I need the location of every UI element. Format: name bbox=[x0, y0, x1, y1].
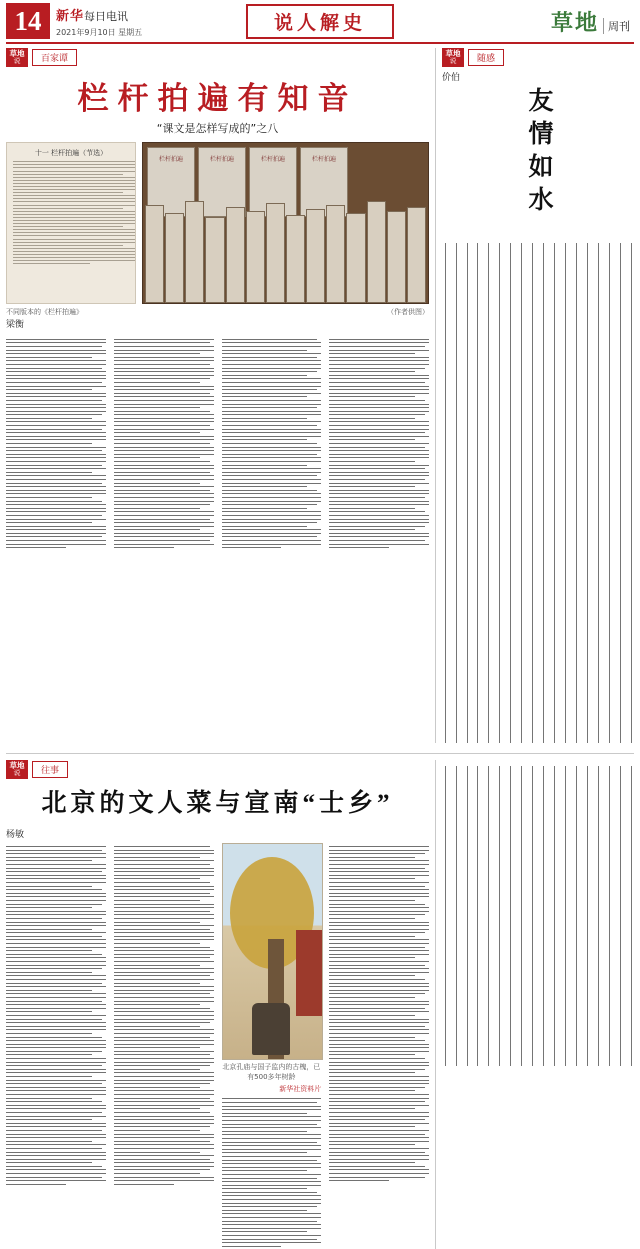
article1-section-tag bbox=[6, 48, 429, 67]
flag-top-label: 草地 bbox=[9, 761, 25, 771]
page-body bbox=[6, 48, 634, 1249]
zone-lower bbox=[6, 753, 634, 1249]
article-wenRenCai bbox=[6, 760, 429, 1249]
article1-columns bbox=[6, 336, 429, 551]
book-cover: 栏杆拍遍 bbox=[300, 147, 348, 217]
zone-upper bbox=[6, 48, 634, 743]
book-cover: 栏杆拍遍 bbox=[249, 147, 297, 217]
temple-wall bbox=[296, 930, 322, 1016]
flag-top-label: 草地 bbox=[9, 49, 25, 58]
article1-column-1 bbox=[6, 336, 106, 551]
page-number: 14 bbox=[6, 3, 50, 39]
flag-icon bbox=[6, 48, 28, 67]
figure-caption-left: 不同版本的《栏杆拍遍》 bbox=[6, 308, 83, 317]
article2-headline: 北京的文人菜与宣南“士乡” bbox=[41, 790, 394, 818]
manuscript-title: 十一 栏杆拍遍（节选） bbox=[34, 149, 108, 158]
flag-bottom-label: 说 bbox=[449, 56, 457, 65]
books-photo bbox=[142, 142, 429, 304]
flag-top-label: 草地 bbox=[445, 49, 461, 58]
logo-main: 新华 bbox=[56, 8, 85, 24]
article2-column-1 bbox=[6, 843, 106, 1249]
supplement-brand bbox=[551, 6, 630, 37]
article1-column-label: 百家谭 bbox=[32, 49, 77, 66]
flag-bottom-label: 说 bbox=[13, 769, 21, 778]
masthead-brand bbox=[56, 5, 142, 38]
book-cover: 栏杆拍遍 bbox=[147, 147, 195, 217]
article3-headline: 友情如水 bbox=[525, 87, 552, 220]
article2-byline: 杨敏 bbox=[6, 830, 25, 841]
masthead bbox=[6, 0, 634, 44]
article-youQingRuShui bbox=[435, 48, 634, 743]
manuscript-text-lines bbox=[7, 161, 135, 264]
article1-headline: 栏杆拍遍有知音 bbox=[77, 81, 358, 117]
supplement-name: 草地 bbox=[550, 9, 599, 35]
logo-sub: 每日电讯 bbox=[84, 9, 129, 23]
article2-column-label: 往事 bbox=[32, 761, 68, 778]
article2-section-tag bbox=[6, 760, 429, 779]
figure-caption-right: （作者供图） bbox=[387, 308, 429, 317]
article1-column-4 bbox=[329, 336, 429, 551]
article1-figure bbox=[6, 142, 429, 304]
manuscript-photo bbox=[6, 142, 136, 304]
newspaper-logo bbox=[56, 5, 142, 24]
bookshelf bbox=[143, 199, 428, 303]
article3-section-tag bbox=[442, 48, 634, 67]
article3-vertical-text bbox=[442, 243, 634, 743]
article1-byline: 梁衡 bbox=[6, 320, 25, 331]
article3-continued bbox=[435, 760, 634, 1249]
flag-icon bbox=[6, 760, 28, 779]
article2-photo-credit: 新华社资料片 bbox=[279, 1085, 322, 1094]
article3-subtag: 价伯 bbox=[442, 73, 461, 84]
article2-column-4 bbox=[329, 843, 429, 1249]
article3-vertical-text-continued bbox=[442, 766, 634, 1066]
article1-column-3 bbox=[222, 336, 322, 551]
flag-bottom-label: 说 bbox=[13, 56, 21, 65]
ancient-tree-photo bbox=[222, 843, 324, 1060]
supplement-weekly: 周刊 bbox=[603, 18, 630, 34]
article3-column-label: 随感 bbox=[468, 49, 504, 66]
stone-figure bbox=[252, 1003, 290, 1055]
article1-column-2 bbox=[114, 336, 214, 551]
article1-figure-caption bbox=[6, 307, 429, 317]
article1-subheadline: “课文是怎样写成的”之八 bbox=[156, 122, 279, 136]
book-cover: 栏杆拍遍 bbox=[198, 147, 246, 217]
article-lanGanPaiBian bbox=[6, 48, 429, 743]
flag-icon bbox=[442, 48, 464, 67]
article2-columns bbox=[6, 843, 429, 1249]
article2-column-3 bbox=[222, 843, 322, 1249]
section-title: 说人解史 bbox=[246, 4, 394, 39]
issue-date: 2021年9月10日 星期五 bbox=[56, 27, 143, 37]
article2-column-2 bbox=[114, 843, 214, 1249]
article2-photo-caption: 北京孔庙与国子监内的古槐，已有500多年树龄 bbox=[222, 1063, 321, 1082]
